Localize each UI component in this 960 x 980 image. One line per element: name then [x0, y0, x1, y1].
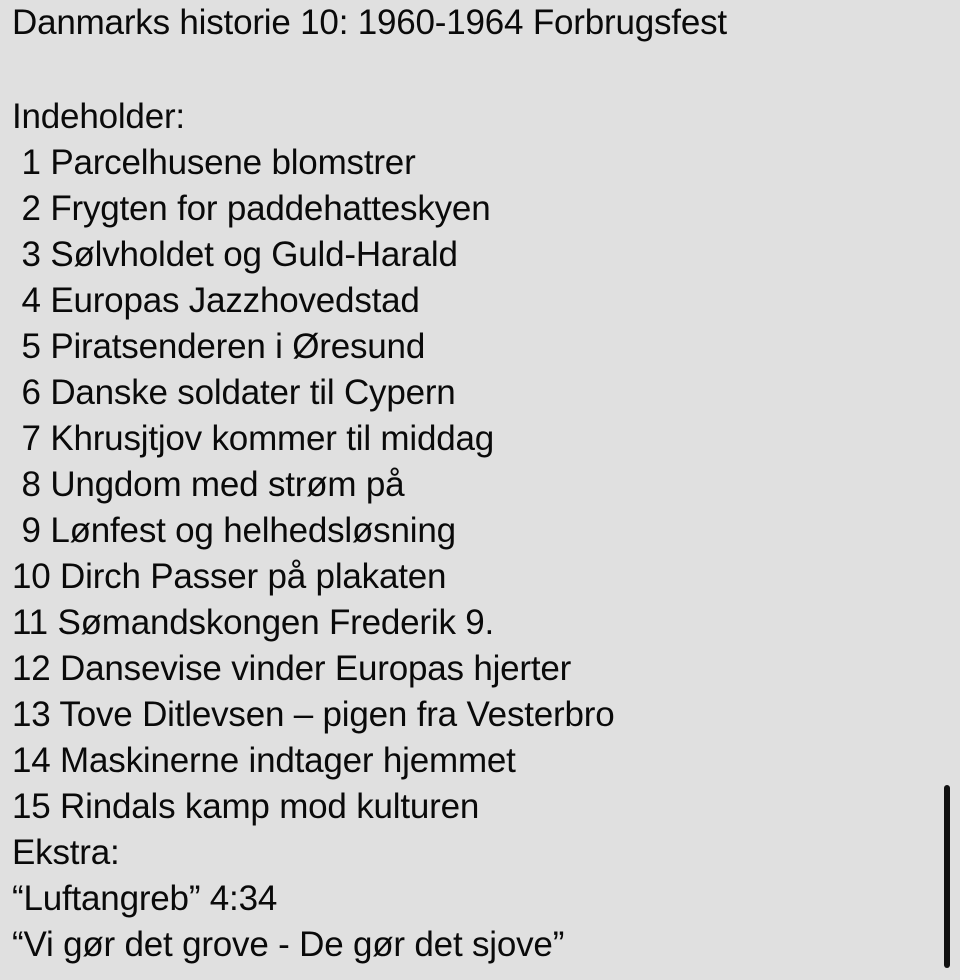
extra-heading: Ekstra: — [12, 833, 120, 872]
extra-item: “Vi gør det grove - De gør det sjove” — [12, 925, 565, 964]
document-title: Danmarks historie 10: 1960-1964 Forbrugsfest — [12, 3, 727, 42]
track-item: 12 Dansevise vinder Europas hjerter — [12, 649, 572, 688]
track-item: 9 Lønfest og helhedsløsning — [12, 511, 456, 550]
contents-heading: Indeholder: — [12, 97, 185, 136]
extra-list — [12, 876, 930, 968]
track-item: 15 Rindals kamp mod kulturen — [12, 787, 480, 826]
track-item: 4 Europas Jazzhovedstad — [12, 281, 420, 320]
track-item: 11 Sømandskongen Frederik 9. — [12, 603, 495, 642]
track-item: 5 Piratsenderen i Øresund — [12, 327, 426, 366]
track-item: 6 Danske soldater til Cypern — [12, 373, 456, 412]
blank-line — [12, 46, 930, 94]
document-body — [12, 0, 930, 980]
track-item: 1 Parcelhusene blomstrer — [12, 143, 416, 182]
track-item: 10 Dirch Passer på plakaten — [12, 557, 447, 596]
track-item: 2 Frygten for paddehatteskyen — [12, 189, 491, 228]
extra-item: “Luftangreb” 4:34 — [12, 879, 278, 918]
track-item: 13 Tove Ditlevsen – pigen fra Vesterbro — [12, 695, 615, 734]
track-list — [12, 140, 930, 830]
track-item: 3 Sølvholdet og Guld-Harald — [12, 235, 458, 274]
vertical-scrollbar[interactable] — [944, 785, 950, 968]
track-item: 14 Maskinerne indtager hjemmet — [12, 741, 516, 780]
track-item: 7 Khrusjtjov kommer til middag — [12, 419, 495, 458]
track-item: 8 Ungdom med strøm på — [12, 465, 405, 504]
